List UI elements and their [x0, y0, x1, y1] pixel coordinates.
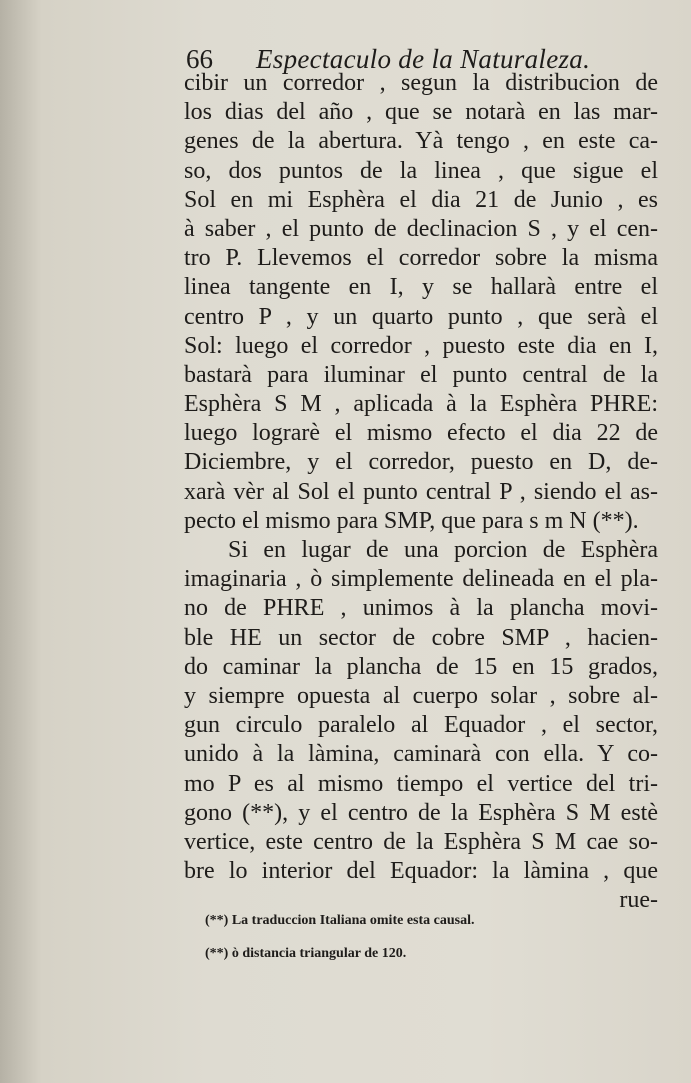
text-line: centro P , y un quarto punto , que serà el	[184, 303, 658, 330]
text-line: Sol: luego el corredor , puesto este dia en I,	[184, 332, 658, 359]
text-line: pecto el mismo para SMP, que para s m N (**).	[184, 507, 639, 534]
text-line: y siempre opuesta al cuerpo solar , sobre al-	[184, 682, 658, 709]
text-line: rue-	[619, 887, 658, 914]
text-line: Diciembre, y el corredor, puesto en D, de-	[184, 449, 658, 476]
running-title: Espectaculo de la Naturaleza.	[256, 44, 591, 74]
text-line: gun circulo paralelo al Equador , el sector,	[184, 712, 658, 739]
footnote-1: (**) La traduccion Italiana omite esta causal.	[205, 913, 475, 928]
text-line: bre lo interior del Equador: la làmina , que	[184, 858, 658, 885]
text-line: do caminar la plancha de 15 en 15 grados,	[184, 653, 658, 680]
text-line: vertice, este centro de la Esphèra S M cae so-	[184, 828, 658, 855]
page-number: 66	[186, 44, 213, 74]
text-line: los dias del año , que se notarà en las mar-	[184, 99, 658, 126]
text-line: à saber , el punto de declinacion S , y el cen-	[184, 215, 658, 242]
text-line: xarà vèr al Sol el punto central P , siendo el as-	[184, 478, 658, 505]
text-line: no de PHRE , unimos à la plancha movi-	[184, 595, 658, 622]
text-line: bastarà para iluminar el punto central de la	[184, 361, 658, 388]
text-line: tro P. Llevemos el corredor sobre la misma	[184, 245, 658, 272]
text-line: luego lograrè el mismo efecto el dia 22 de	[184, 420, 658, 447]
text-line: genes de la abertura. Yà tengo , en este ca-	[184, 128, 658, 155]
text-line: imaginaria , ò simplemente delineada en el pla-	[184, 566, 658, 593]
footnote-2: (**) ò distancia triangular de 120.	[205, 946, 407, 961]
text-line: so, dos puntos de la linea , que sigue el	[184, 157, 658, 184]
body-text	[184, 69, 658, 915]
text-line: ble HE un sector de cobre SMP , hacien-	[184, 624, 658, 651]
text-line: Esphèra S M , aplicada à la Esphèra PHRE:	[184, 391, 658, 418]
text-line: cibir un corredor , segun la distribucion de	[184, 70, 658, 96]
text-line: gono (**), y el centro de la Esphèra S M estè	[184, 799, 658, 826]
text-line: linea tangente en I, y se hallarà entre el	[184, 274, 658, 301]
text-line: Sol en mi Esphèra el dia 21 de Junio , es	[184, 186, 658, 213]
text-line: mo P es al mismo tiempo el vertice del tri-	[184, 770, 658, 797]
text-line: unido à la làmina, caminarà con ella. Y co-	[184, 741, 658, 768]
text-line: Si en lugar de una porcion de Esphèra	[228, 537, 658, 563]
